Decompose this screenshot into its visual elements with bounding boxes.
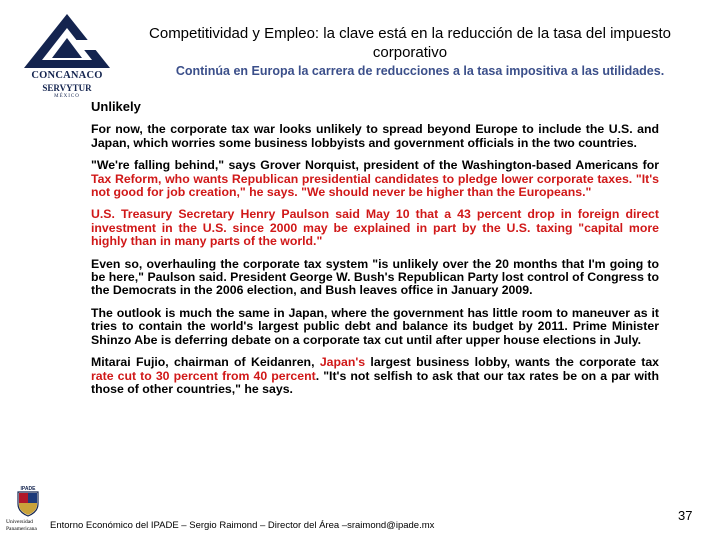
ipade-logo-text: Universidad Panamericana	[6, 519, 37, 532]
paragraph-6-highlight-b: rate cut to 30 percent from 40 percent	[91, 368, 316, 383]
paragraph-2-text: "We're falling behind," says Grover Norquist, president of the Washington-based Americans for	[91, 158, 659, 173]
paragraph-6	[91, 356, 659, 396]
concanaco-logo	[14, 12, 120, 102]
page-number: 37	[678, 508, 693, 523]
ipade-shield-icon	[8, 484, 48, 518]
footer-text: Entorno Económico del IPADE – Sergio Raimond – Director del Área –sraimond@ipade.mx	[50, 520, 435, 531]
slide-title: Competitividad y Empleo: la clave está en la reducción de la tasa del impuesto corporativo	[149, 25, 671, 61]
paragraph-6-highlight-a: Japan's	[319, 355, 366, 370]
paragraph-6-text-a: Mitarai Fujio, chairman of Keidanren,	[91, 355, 320, 370]
article-excerpt	[91, 100, 659, 405]
paragraph-6-text-b: largest business lobby, wants the corporate tax	[365, 355, 660, 370]
logo-sub-country: MÉXICO	[54, 94, 80, 99]
paragraph-6-text-c: . "It's not selfish to ask that our tax rates be on a par with those of other countries," he says.	[91, 368, 659, 396]
logo-name: CONCANACO	[31, 70, 103, 81]
ipade-logo-label: IPADE	[20, 486, 36, 492]
article-heading: Unlikely	[91, 99, 141, 114]
paragraph-1: For now, the corporate tax war looks unlikely to spread beyond Europe to include the U.S. and Japan, which worries some business lobbyists and government officials in the two countries.	[91, 122, 659, 150]
concanaco-emblem-icon	[22, 12, 112, 70]
slide-subtitle: Continúa en Europa la carrera de reducciones a la tasa impositiva a las utilidades.	[175, 64, 665, 78]
paragraph-5: The outlook is much the same in Japan, where the government has little room to maneuver as it tries to contain the world's largest public debt and balance its budget by 2011. Prime Minister Shinzo Abe is deferring debate on a corporate tax cut until after upper house elections in July.	[91, 305, 659, 347]
paragraph-4: Even so, overhauling the corporate tax system "is unlikely over the 20 months that I'm going to be here," Paulson said. President George W. Bush's Republican Party lost control of Congress to the Democrats in the 2006 election, and Bush leaves office in January 2009.	[91, 256, 659, 298]
paragraph-3-highlight: U.S. Treasury Secretary Henry Paulson said May 10 that a 43 percent drop in foreign direct investment in the U.S. since 2000 may be explained in part by the U.S. taxing "capital more highly than in many parts of the world."	[91, 207, 659, 249]
logo-sub: SERVYTUR	[42, 83, 92, 93]
paragraph-2-highlight: Tax Reform, who wants Republican presidential candidates to pledge lower corporate taxes. "It's not good for job creation," he says. "We should never be higher than the Europeans."	[91, 171, 659, 200]
paragraph-2	[91, 159, 659, 199]
